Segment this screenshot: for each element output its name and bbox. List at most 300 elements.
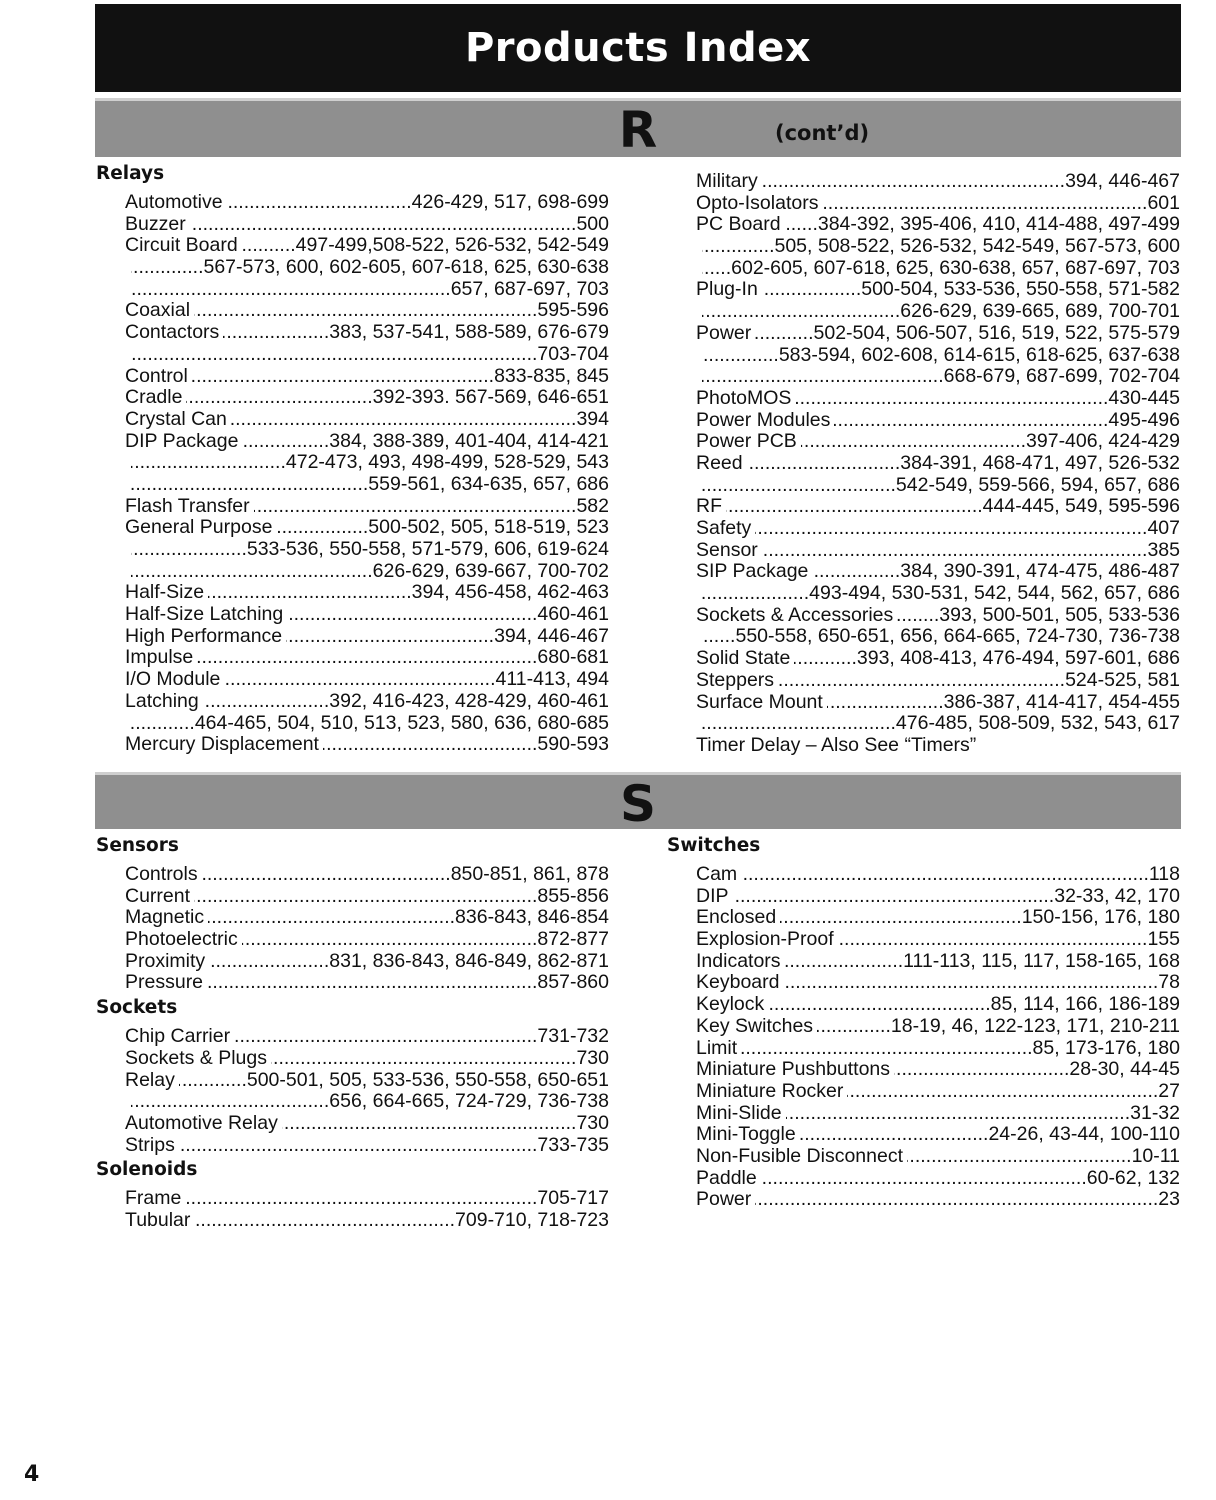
index-column-r-left	[96, 163, 609, 756]
entry-pages: 460-461	[537, 604, 609, 626]
dot-leader	[800, 1124, 989, 1146]
index-entry-continuation	[702, 258, 1180, 280]
index-entry	[125, 387, 609, 409]
index-entry	[696, 1124, 1180, 1146]
entry-name: Contactors	[125, 322, 220, 344]
index-entry	[125, 951, 609, 973]
index-entry	[696, 1016, 1180, 1038]
entry-name: Sensor	[696, 539, 758, 561]
dot-leader	[224, 669, 495, 691]
index-entry	[696, 994, 1180, 1016]
index-entry	[696, 929, 1180, 951]
dot-leader	[755, 518, 1147, 540]
dot-leader	[208, 582, 412, 604]
dot-leader	[131, 279, 451, 301]
dot-leader	[726, 496, 983, 518]
dot-leader	[755, 1189, 1158, 1211]
entry-pages: 444-445, 549, 595-596	[982, 496, 1180, 518]
entry-pages: 155	[1147, 929, 1180, 951]
entry-pages: 78	[1158, 972, 1180, 994]
index-entry	[696, 1038, 1180, 1060]
index-entry	[696, 692, 1180, 714]
entry-name: Buzzer	[125, 213, 186, 235]
dot-leader	[192, 366, 494, 388]
entry-pages: 385	[1147, 539, 1180, 561]
dot-leader	[702, 366, 944, 388]
index-entry-continuation	[131, 257, 609, 279]
dot-leader	[755, 323, 813, 345]
index-entry	[125, 1188, 609, 1210]
entry-name: DIP Package	[125, 430, 239, 452]
entry-name: Miniature Rocker	[696, 1080, 844, 1102]
index-entry	[125, 192, 609, 214]
entry-pages: 23	[1158, 1189, 1180, 1211]
index-entry-continuation	[702, 301, 1180, 323]
dot-leader	[131, 474, 368, 496]
dot-leader	[287, 604, 537, 626]
section-letter-r: R	[618, 101, 658, 159]
index-entry	[696, 214, 1180, 236]
entry-pages: 393, 500-501, 505, 533-536	[939, 604, 1180, 626]
dot-leader	[838, 929, 1148, 951]
entry-pages: 85, 173-176, 180	[1032, 1037, 1180, 1059]
dot-leader	[202, 864, 451, 886]
index-entry	[125, 1070, 609, 1092]
section-header-r	[95, 98, 1181, 157]
dot-leader	[761, 1168, 1087, 1190]
entry-pages: 497-499,508-522, 526-532, 542-549	[295, 235, 609, 257]
entry-pages: 394, 446-467	[494, 625, 609, 647]
index-entry	[125, 1135, 609, 1157]
entry-pages: 733-735	[537, 1134, 609, 1156]
index-entry	[696, 1081, 1180, 1103]
entry-name: PhotoMOS	[696, 387, 792, 409]
dot-leader	[741, 864, 1149, 886]
dot-leader	[242, 431, 329, 453]
entry-pages: 32-33, 42, 170	[1054, 885, 1180, 907]
index-entry-continuation	[131, 474, 609, 496]
entry-pages: 657, 687-697, 703	[450, 278, 609, 300]
entry-pages: 668-679, 687-699, 702-704	[943, 366, 1180, 388]
entry-pages: 533-536, 550-558, 571-579, 606, 619-624	[246, 539, 609, 560]
index-entry-continuation	[131, 279, 609, 301]
entry-name: High Performance	[125, 625, 283, 647]
dot-leader	[801, 431, 1026, 453]
entry-pages: 118	[1148, 864, 1180, 885]
entry-name: Crystal Can	[125, 408, 227, 430]
entry-pages: 626-629, 639-665, 689, 700-701	[900, 301, 1180, 323]
entry-pages: 430-445	[1108, 387, 1180, 409]
dot-leader	[131, 452, 286, 474]
index-entry	[125, 1048, 609, 1070]
dot-leader	[131, 1091, 329, 1113]
dot-leader	[733, 886, 1055, 908]
index-entry	[696, 1103, 1180, 1125]
index-entry	[125, 1026, 609, 1048]
index-entry	[696, 1146, 1180, 1168]
entry-pages: 730	[576, 1112, 609, 1134]
entry-name: Non-Fusible Disconnect	[696, 1145, 904, 1167]
dot-leader	[227, 192, 412, 214]
entry-pages: 150-156, 176, 180	[1021, 907, 1180, 929]
index-entry	[696, 1168, 1180, 1190]
entry-pages: 407	[1147, 518, 1180, 539]
entry-name: I/O Module	[125, 669, 221, 691]
dot-leader	[702, 583, 809, 605]
entry-name: Circuit Board	[125, 235, 238, 257]
index-entry-continuation	[702, 366, 1180, 388]
entry-pages: 383, 537-541, 588-589, 676-679	[329, 322, 609, 344]
dot-leader	[197, 647, 537, 669]
index-entry	[125, 691, 609, 713]
entry-pages: 386-387, 414-417, 454-455	[943, 691, 1180, 713]
entry-name: Keyboard	[696, 972, 780, 994]
entry-pages: 394, 446-467	[1065, 171, 1180, 192]
entry-name: Limit	[696, 1037, 738, 1059]
dot-leader	[894, 1059, 1069, 1081]
dot-leader	[208, 907, 455, 929]
dot-leader	[795, 388, 1108, 410]
entry-pages: 392, 416-423, 428-429, 460-461	[329, 690, 609, 712]
entry-pages: 542-549, 559-566, 594, 657, 686	[895, 474, 1180, 496]
entry-pages: 872-877	[537, 929, 609, 951]
index-entry-continuation	[702, 626, 1180, 648]
index-entry	[125, 864, 609, 886]
entry-name: Power	[696, 322, 752, 344]
entry-pages: 31-32	[1130, 1102, 1180, 1124]
index-column-r-right	[667, 171, 1180, 757]
index-entry	[696, 388, 1180, 410]
entry-pages: 384, 388-389, 401-404, 414-421	[329, 430, 609, 452]
dot-leader	[234, 1026, 537, 1048]
dot-leader	[254, 496, 577, 518]
index-entry	[696, 670, 1180, 692]
entry-pages: 559-561, 634-635, 657, 686	[368, 473, 609, 495]
dot-leader	[702, 301, 900, 323]
index-entry	[125, 972, 609, 994]
dot-leader	[897, 605, 939, 627]
entry-pages: 582	[576, 495, 609, 517]
dot-leader	[242, 929, 538, 951]
entry-pages: 411-413, 494	[495, 669, 609, 691]
index-entry	[696, 453, 1180, 475]
entry-name: Pressure	[125, 972, 204, 994]
entry-name: Coaxial	[125, 300, 191, 322]
entry-pages: 384, 390-391, 474-475, 486-487	[900, 561, 1180, 583]
entry-name: Explosion-Proof	[696, 929, 834, 951]
category-heading-solenoids: Solenoids	[96, 1159, 198, 1181]
entry-name: Mini-Toggle	[696, 1124, 796, 1146]
entry-name: Cam	[696, 864, 738, 885]
entry-name: Paddle	[696, 1167, 757, 1189]
section-letter-s: S	[619, 775, 656, 833]
entry-pages: 495-496	[1108, 409, 1180, 431]
dot-leader	[786, 1103, 1131, 1125]
index-entry-continuation	[131, 561, 609, 583]
page-title: Products Index	[95, 4, 1181, 92]
entry-pages: 397-406, 424-429	[1026, 431, 1180, 453]
entry-pages: 500-502, 505, 518-519, 523	[368, 517, 609, 539]
entry-name: Current	[125, 885, 191, 907]
dot-leader	[702, 345, 779, 367]
index-entry-continuation	[702, 713, 1180, 735]
dot-leader	[785, 214, 818, 236]
entry-name: Reed	[696, 452, 743, 474]
entry-pages: 709-710, 718-723	[455, 1209, 609, 1231]
dot-leader	[131, 344, 537, 366]
index-entry	[696, 561, 1180, 583]
dot-leader	[190, 214, 577, 236]
dot-leader	[271, 1048, 576, 1070]
index-entry-continuation	[131, 713, 609, 735]
entry-pages: 595-596	[537, 300, 609, 322]
entry-name: Mercury Displacement	[125, 734, 319, 756]
entry-name: Strips	[125, 1134, 175, 1156]
index-entry	[125, 604, 609, 626]
index-entry	[696, 540, 1180, 562]
entry-pages: 493-494, 530-531, 542, 544, 562, 657, 686	[809, 583, 1180, 605]
entry-pages: 583-594, 602-608, 614-615, 618-625, 637-638	[778, 344, 1180, 366]
entry-name: Controls	[125, 864, 198, 885]
entry-pages: 394, 456-458, 462-463	[411, 582, 609, 604]
entry-name: Plug-In	[696, 279, 758, 301]
dot-leader	[231, 409, 577, 431]
category-heading-switches: Switches	[667, 835, 761, 856]
index-entry	[125, 907, 609, 929]
entry-pages: 731-732	[537, 1026, 609, 1048]
entry-pages: 464-465, 504, 510, 513, 523, 580, 636, 680-685	[194, 712, 609, 734]
entry-name: Flash Transfer	[125, 495, 250, 517]
entry-pages: 85, 114, 166, 186-189	[990, 994, 1180, 1016]
dot-leader	[131, 539, 247, 561]
category-heading-sockets: Sockets	[96, 997, 178, 1019]
entry-name: Power PCB	[696, 431, 797, 453]
dot-leader	[276, 517, 368, 539]
entry-pages: 60-62, 132	[1086, 1167, 1180, 1189]
dot-leader	[179, 1135, 538, 1157]
dot-leader	[186, 387, 372, 409]
index-entry	[696, 735, 1180, 757]
entry-name: Automotive	[125, 192, 223, 213]
dot-leader	[780, 907, 1021, 929]
dot-leader	[242, 235, 296, 257]
index-entry	[696, 864, 1180, 886]
entry-pages: 500-504, 533-536, 550-558, 571-582	[861, 279, 1180, 301]
dot-leader	[812, 561, 900, 583]
dot-leader	[203, 691, 330, 713]
entry-pages: 831, 836-843, 846-849, 862-871	[329, 950, 609, 972]
index-entry	[125, 1210, 609, 1232]
dot-leader	[194, 1210, 455, 1232]
entry-name: Cradle	[125, 387, 183, 409]
entry-name: Key Switches	[696, 1015, 814, 1037]
index-entry	[696, 951, 1180, 973]
dot-leader	[741, 1038, 1032, 1060]
index-entry	[696, 648, 1180, 670]
entry-name: SIP Package	[696, 561, 809, 583]
index-entry	[696, 193, 1180, 215]
category-heading-sensors: Sensors	[96, 835, 179, 856]
dot-leader	[907, 1146, 1132, 1168]
entry-name: Half-Size Latching	[125, 604, 284, 626]
entry-name: Enclosed	[696, 907, 777, 929]
entry-name: Photoelectric	[125, 929, 238, 951]
entry-pages: 384-392, 395-406, 410, 414-488, 497-499	[817, 214, 1180, 236]
dot-leader	[778, 670, 1065, 692]
section-continued-label: (cont’d)	[775, 121, 870, 145]
entry-pages: 680-681	[537, 647, 609, 669]
entry-pages: 27	[1158, 1080, 1180, 1102]
entry-name: Tubular	[125, 1209, 191, 1231]
entry-name: PC Board	[696, 214, 781, 236]
entry-name: Surface Mount	[696, 691, 823, 713]
dot-leader	[822, 193, 1147, 215]
entry-pages: 705-717	[537, 1188, 609, 1210]
index-entry-continuation	[702, 345, 1180, 367]
index-entry	[125, 929, 609, 951]
dot-leader	[847, 1081, 1158, 1103]
entry-pages: 656, 664-665, 724-729, 736-738	[329, 1091, 609, 1113]
index-entry	[696, 1189, 1180, 1211]
index-entry	[696, 907, 1180, 929]
index-column-s-left	[96, 835, 609, 1232]
dot-leader	[702, 475, 896, 497]
index-entry-continuation	[702, 236, 1180, 258]
entry-pages: 602-605, 607-618, 625, 630-638, 657, 687-697, 703	[731, 257, 1180, 279]
page-number: 4	[24, 1462, 40, 1487]
index-entry	[696, 410, 1180, 432]
entry-name: Military	[696, 171, 758, 192]
entry-name: Sockets & Plugs	[125, 1047, 267, 1069]
entry-pages: 850-851, 861, 878	[450, 864, 609, 885]
index-entry	[125, 409, 609, 431]
dot-leader	[131, 257, 203, 279]
entry-name: Power Modules	[696, 409, 831, 431]
dot-leader	[834, 410, 1108, 432]
entry-name: RF	[696, 496, 722, 518]
index-entry	[125, 517, 609, 539]
index-entry-continuation	[702, 583, 1180, 605]
index-entry-continuation	[131, 1091, 609, 1113]
index-entry	[696, 171, 1180, 193]
entry-pages: 28-30, 44-45	[1069, 1059, 1180, 1081]
entry-name: General Purpose	[125, 517, 273, 539]
index-entry-continuation	[131, 539, 609, 561]
entry-pages: 502-504, 506-507, 516, 519, 522, 575-579	[813, 322, 1180, 344]
dot-leader	[323, 734, 537, 756]
index-entry-continuation	[702, 475, 1180, 497]
dot-leader	[194, 300, 537, 322]
index-entry	[125, 431, 609, 453]
entry-pages: 567-573, 600, 602-605, 607-618, 625, 630-638	[203, 257, 609, 279]
index-entry	[696, 279, 1180, 301]
entry-pages: 500	[576, 213, 609, 235]
entry-pages: 626-629, 639-667, 700-702	[372, 560, 609, 582]
entry-pages: 472-473, 493, 498-499, 528-529, 543	[285, 452, 609, 474]
dot-leader	[185, 1188, 537, 1210]
entry-name: DIP	[696, 885, 729, 907]
index-entry	[125, 214, 609, 236]
entry-pages: 394	[576, 408, 609, 430]
index-entry-continuation	[131, 344, 609, 366]
entry-pages: 703-704	[537, 343, 609, 365]
dot-leader	[827, 692, 944, 714]
dot-leader	[286, 626, 494, 648]
entry-pages: 392-393. 567-569, 646-651	[372, 387, 609, 409]
dot-leader	[207, 972, 537, 994]
dot-leader	[702, 236, 774, 258]
index-entry	[125, 647, 609, 669]
entry-name: Automotive Relay	[125, 1112, 278, 1134]
entry-name: Impulse	[125, 647, 194, 669]
entry-name: Power	[696, 1189, 752, 1211]
index-entry	[125, 582, 609, 604]
dot-leader	[762, 540, 1148, 562]
entry-pages: 111-113, 115, 117, 158-165, 168	[903, 950, 1180, 972]
index-entry	[125, 322, 609, 344]
entry-pages: 426-429, 517, 698-699	[411, 192, 609, 213]
index-entry	[696, 886, 1180, 908]
index-entry	[696, 518, 1180, 540]
index-entry	[696, 605, 1180, 627]
entry-name: Frame	[125, 1188, 182, 1210]
dot-leader	[702, 626, 735, 648]
entry-pages: 550-558, 650-651, 656, 664-665, 724-730, 736-738	[735, 626, 1180, 648]
index-entry	[125, 1113, 609, 1135]
index-entry	[696, 972, 1180, 994]
dot-leader	[762, 279, 861, 301]
entry-pages: 384-391, 468-471, 497, 526-532	[900, 452, 1180, 474]
entry-pages: 601	[1147, 192, 1180, 214]
category-heading-relays: Relays	[96, 163, 165, 184]
entry-name: Control	[125, 365, 188, 387]
entry-pages: 10-11	[1131, 1145, 1180, 1167]
entry-pages: 730	[576, 1047, 609, 1069]
index-entry	[125, 300, 609, 322]
entry-pages: 836-843, 846-854	[455, 907, 609, 929]
entry-name: Latching	[125, 690, 199, 712]
entry-name: Half-Size	[125, 582, 205, 604]
entry-name: Opto-Isolators	[696, 192, 819, 214]
dot-leader	[282, 1113, 577, 1135]
entry-pages: 393, 408-413, 476-494, 597-601, 686	[856, 648, 1180, 670]
entry-name: Sockets & Accessories	[696, 604, 894, 626]
index-entry	[125, 626, 609, 648]
dot-leader	[747, 453, 901, 475]
section-header-s	[95, 772, 1181, 833]
dot-leader	[783, 972, 1158, 994]
entry-pages: 833-835, 845	[494, 365, 609, 387]
index-entry	[696, 431, 1180, 453]
index-entry	[125, 669, 609, 691]
index-entry-continuation	[131, 452, 609, 474]
dot-leader	[131, 713, 195, 735]
entry-name: Safety	[696, 518, 752, 539]
dot-leader	[794, 648, 857, 670]
dot-leader	[785, 951, 904, 973]
entry-name: Timer Delay – Also See “Timers”	[696, 734, 977, 756]
index-entry	[125, 366, 609, 388]
entry-name: Relay	[125, 1069, 175, 1091]
dot-leader	[817, 1016, 891, 1038]
index-entry	[696, 1059, 1180, 1081]
entry-pages: 476-485, 508-509, 532, 543, 617	[895, 713, 1180, 735]
dot-leader	[131, 561, 373, 583]
entry-name: Solid State	[696, 648, 791, 670]
dot-leader	[209, 951, 329, 973]
dot-leader	[223, 322, 329, 344]
index-entry	[696, 323, 1180, 345]
